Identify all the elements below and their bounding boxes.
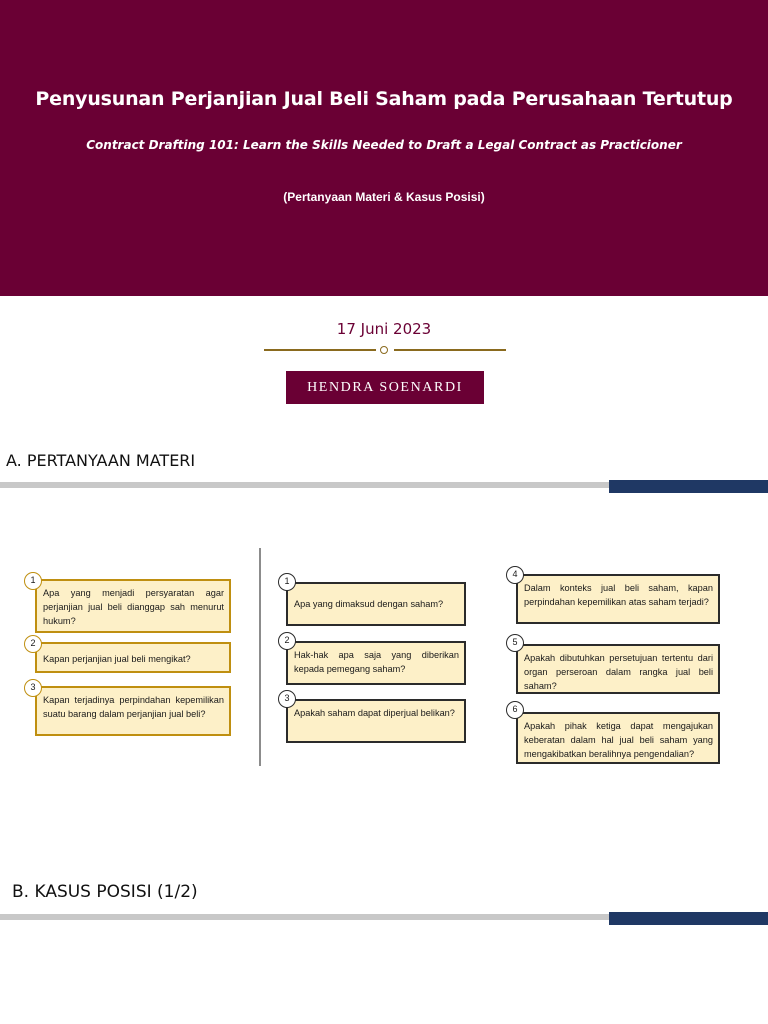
section-a-accent-bar: [609, 480, 768, 493]
page-title: Penyusunan Perjanjian Jual Beli Saham pada Perusahaan Tertutup: [35, 88, 733, 110]
question-text: Hak-hak apa saja yang diberikan kepada pemegang saham?: [294, 650, 459, 674]
page-subtitle: Contract Drafting 101: Learn the Skills Needed to Draft a Legal Contract as Practicioner: [86, 138, 682, 152]
question-box-left-2: [35, 642, 231, 673]
question-box-middle-3: [286, 699, 466, 743]
ornament-dot: [380, 346, 388, 354]
question-text: Dalam konteks jual beli saham, kapan perpindahan kepemilikan atas saham terjadi?: [524, 583, 713, 607]
section-a-divider: [0, 482, 609, 488]
question-number-badge: 2: [24, 635, 42, 653]
question-box-right-4: [516, 574, 720, 624]
section-b-accent-bar: [609, 912, 768, 925]
page-note: (Pertanyaan Materi & Kasus Posisi): [283, 190, 485, 204]
question-number-badge: 1: [278, 573, 296, 591]
question-text: Apa yang menjadi persyaratan agar perjanjian jual beli dianggap sah menurut hukum?: [43, 588, 224, 626]
author-badge: HENDRA SOENARDI: [286, 371, 484, 404]
section-b-divider: [0, 914, 609, 920]
ornament-line-right: [394, 349, 506, 351]
column-divider: [259, 548, 261, 766]
question-number-badge: 3: [24, 679, 42, 697]
question-text: Apakah saham dapat diperjual belikan?: [294, 708, 455, 718]
question-box-right-6: [516, 712, 720, 764]
question-text: Kapan perjanjian jual beli mengikat?: [43, 654, 191, 664]
question-box-right-5: [516, 644, 720, 694]
question-number-badge: 4: [506, 566, 524, 584]
event-date: 17 Juni 2023: [336, 320, 432, 338]
question-number-badge: 5: [506, 634, 524, 652]
question-text: Apakah dibutuhkan persetujuan tertentu dari organ perseroan dalam rangka jual beli saham?: [524, 653, 713, 691]
question-box-left-1: [35, 579, 231, 633]
question-number-badge: 2: [278, 632, 296, 650]
ornament-line-left: [264, 349, 376, 351]
section-b-title: B. KASUS POSISI (1/2): [12, 882, 198, 902]
question-text: Apakah pihak ketiga dapat mengajukan keberatan dalam hal jual beli saham yang mengakibatkan beralihnya pengendalian?: [524, 721, 713, 759]
header-banner: [0, 0, 768, 296]
question-box-middle-1: [286, 582, 466, 626]
question-number-badge: 3: [278, 690, 296, 708]
question-text: Apa yang dimaksud dengan saham?: [294, 599, 444, 609]
question-box-middle-2: [286, 641, 466, 685]
question-text: Kapan terjadinya perpindahan kepemilikan suatu barang dalam perjanjian jual beli?: [43, 695, 224, 719]
question-number-badge: 6: [506, 701, 524, 719]
section-a-title: A. PERTANYAAN MATERI: [6, 451, 196, 470]
question-number-badge: 1: [24, 572, 42, 590]
question-box-left-3: [35, 686, 231, 736]
